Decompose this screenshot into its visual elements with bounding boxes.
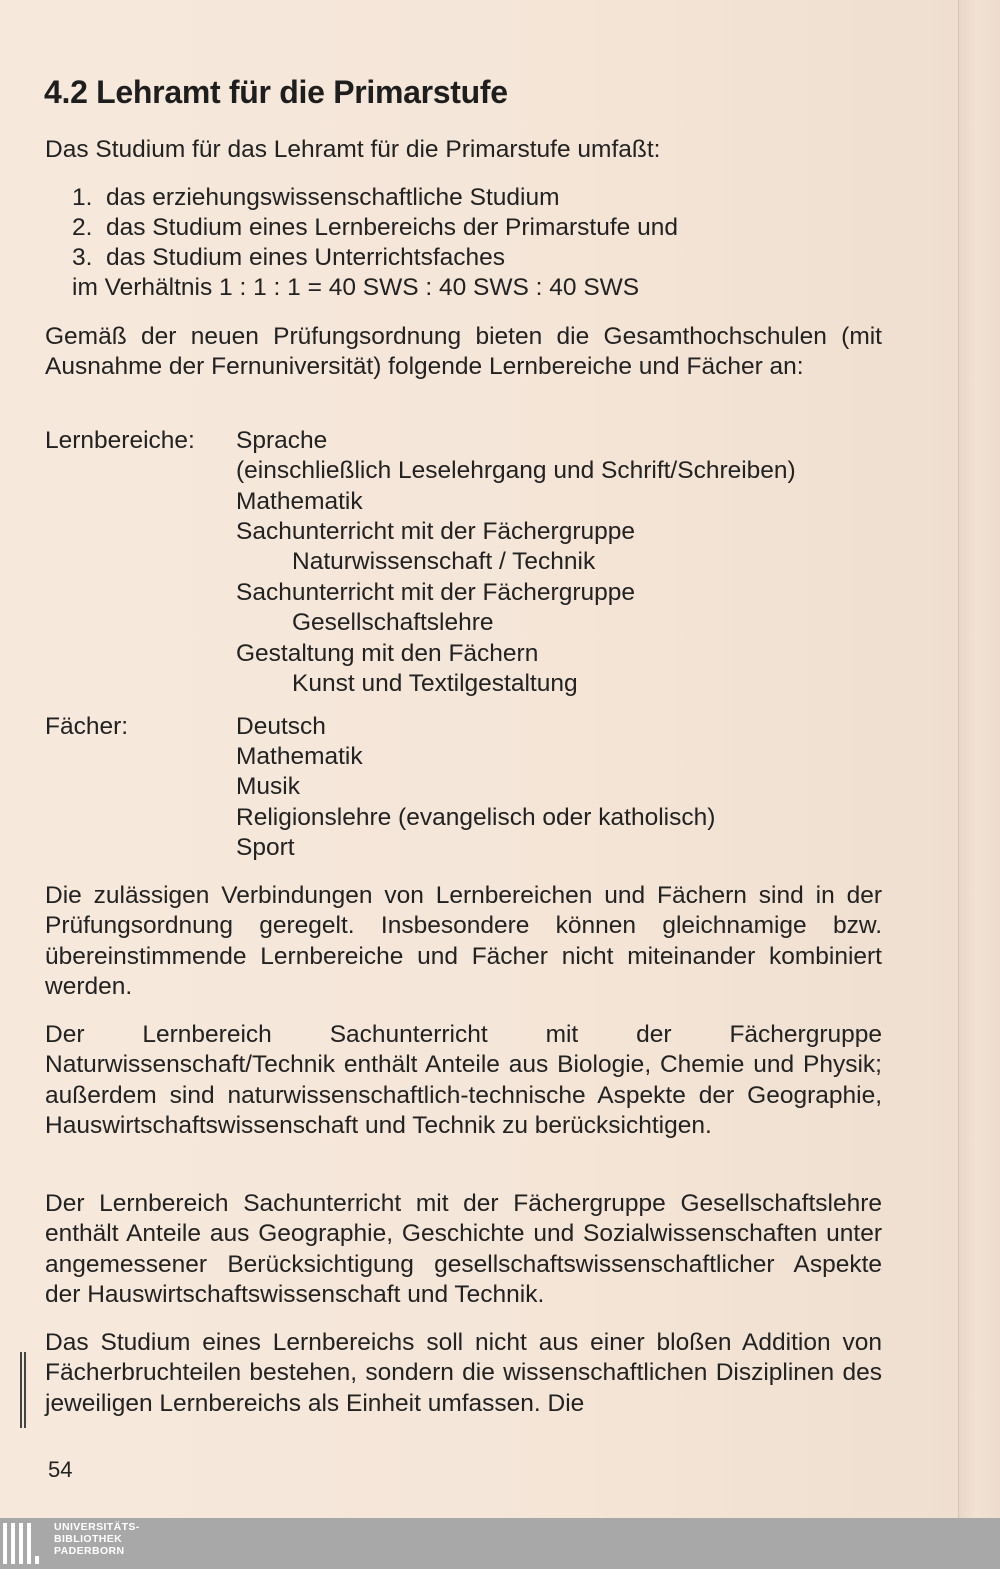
paragraph-offer: Gemäß der neuen Prüfungsordnung bieten die Gesamthochschulen (mit Ausnahme der Fernuniversität) folgende Lernbereiche und Fächer an:	[45, 323, 882, 381]
faecher-label: Fächer:	[45, 713, 129, 740]
paragraph-naturwissenschaft: Der Lernbereich Sachunterricht mit der Fächergruppe Naturwissenschaft/Technik enthält Anteile aus Biologie, Chemie und Physik; außerdem sind naturwissenschaftlich-technische Aspekte der Geographie, Hauswirtschaftswissenschaft und Technik zu berücksichtigen.	[45, 1021, 882, 1139]
lernbereich-item: Sachunterricht mit der Fächergruppe	[236, 518, 635, 545]
logo-line: PADERBORN	[54, 1545, 125, 1557]
paragraph-combinations: Die zulässigen Verbindungen von Lernbereichen und Fächern sind in der Prüfungsordnung geregelt. Insbesondere können gleichnamige bzw. übereinstimmende Lernbereiche und Fächer nicht miteinander kombiniert werden.	[45, 882, 882, 1000]
logo-line: UNIVERSITÄTS-	[54, 1521, 140, 1533]
lernbereiche-label: Lernbereiche:	[45, 427, 195, 454]
lernbereich-item: (einschließlich Leselehrgang und Schrift/Schreiben)	[236, 457, 796, 484]
lernbereich-subitem: Naturwissenschaft / Technik	[292, 548, 596, 575]
enum-text: das Studium eines Lernbereichs der Primarstufe und	[106, 214, 678, 241]
library-logo-icon	[0, 1518, 48, 1569]
library-footer-bar	[0, 1518, 1000, 1569]
margin-mark	[20, 1352, 26, 1428]
lernbereich-subitem: Kunst und Textilgestaltung	[292, 670, 578, 697]
page-number: 54	[48, 1457, 73, 1482]
logo-line: BIBLIOTHEK	[54, 1533, 123, 1545]
enum-item	[72, 184, 560, 212]
lernbereich-subitem: Gesellschaftslehre	[292, 609, 494, 636]
enum-item	[72, 244, 505, 272]
enum-text: das Studium eines Unterrichtsfaches	[106, 244, 505, 271]
adjacent-page-edge	[958, 0, 1000, 1518]
enum-number: 3.	[72, 244, 93, 271]
lernbereich-item: Sachunterricht mit der Fächergruppe	[236, 579, 635, 606]
fach-item: Musik	[236, 773, 300, 800]
fach-item: Mathematik	[236, 743, 363, 770]
lernbereich-item: Sprache	[236, 427, 328, 454]
enum-text: das erziehungswissenschaftliche Studium	[106, 184, 560, 211]
section-heading: 4.2 Lehramt für die Primarstufe	[44, 74, 508, 110]
fach-item: Religionslehre (evangelisch oder katholisch)	[236, 804, 716, 831]
lernbereich-item: Gestaltung mit den Fächern	[236, 640, 539, 667]
paragraph-addition: Das Studium eines Lernbereichs soll nicht aus einer bloßen Addition von Fächerbruchteilen bestehen, sondern die wissenschaftlichen Disziplinen des jeweiligen Lernbereichs als Einheit umfassen. Die	[45, 1329, 882, 1417]
enum-number: 2.	[72, 214, 93, 241]
fach-item: Sport	[236, 834, 295, 861]
intro-line: Das Studium für das Lehramt für die Primarstufe umfaßt:	[45, 136, 661, 163]
paragraph-gesellschaftslehre: Der Lernbereich Sachunterricht mit der Fächergruppe Gesellschaftslehre enthält Anteile aus Geographie, Geschichte und Sozialwissenschaften unter angemessener Berücksichtigung gesellschaftswissenschaftlicher Aspekte der Hauswirtschaftswissenschaft und Technik.	[45, 1190, 882, 1308]
enum-item	[72, 214, 678, 242]
fach-item: Deutsch	[236, 713, 326, 740]
library-logo-text	[54, 1521, 140, 1557]
lernbereich-item: Mathematik	[236, 488, 363, 515]
ratio-line: im Verhältnis 1 : 1 : 1 = 40 SWS : 40 SWS : 40 SWS	[72, 274, 640, 301]
enum-number: 1.	[72, 184, 93, 211]
